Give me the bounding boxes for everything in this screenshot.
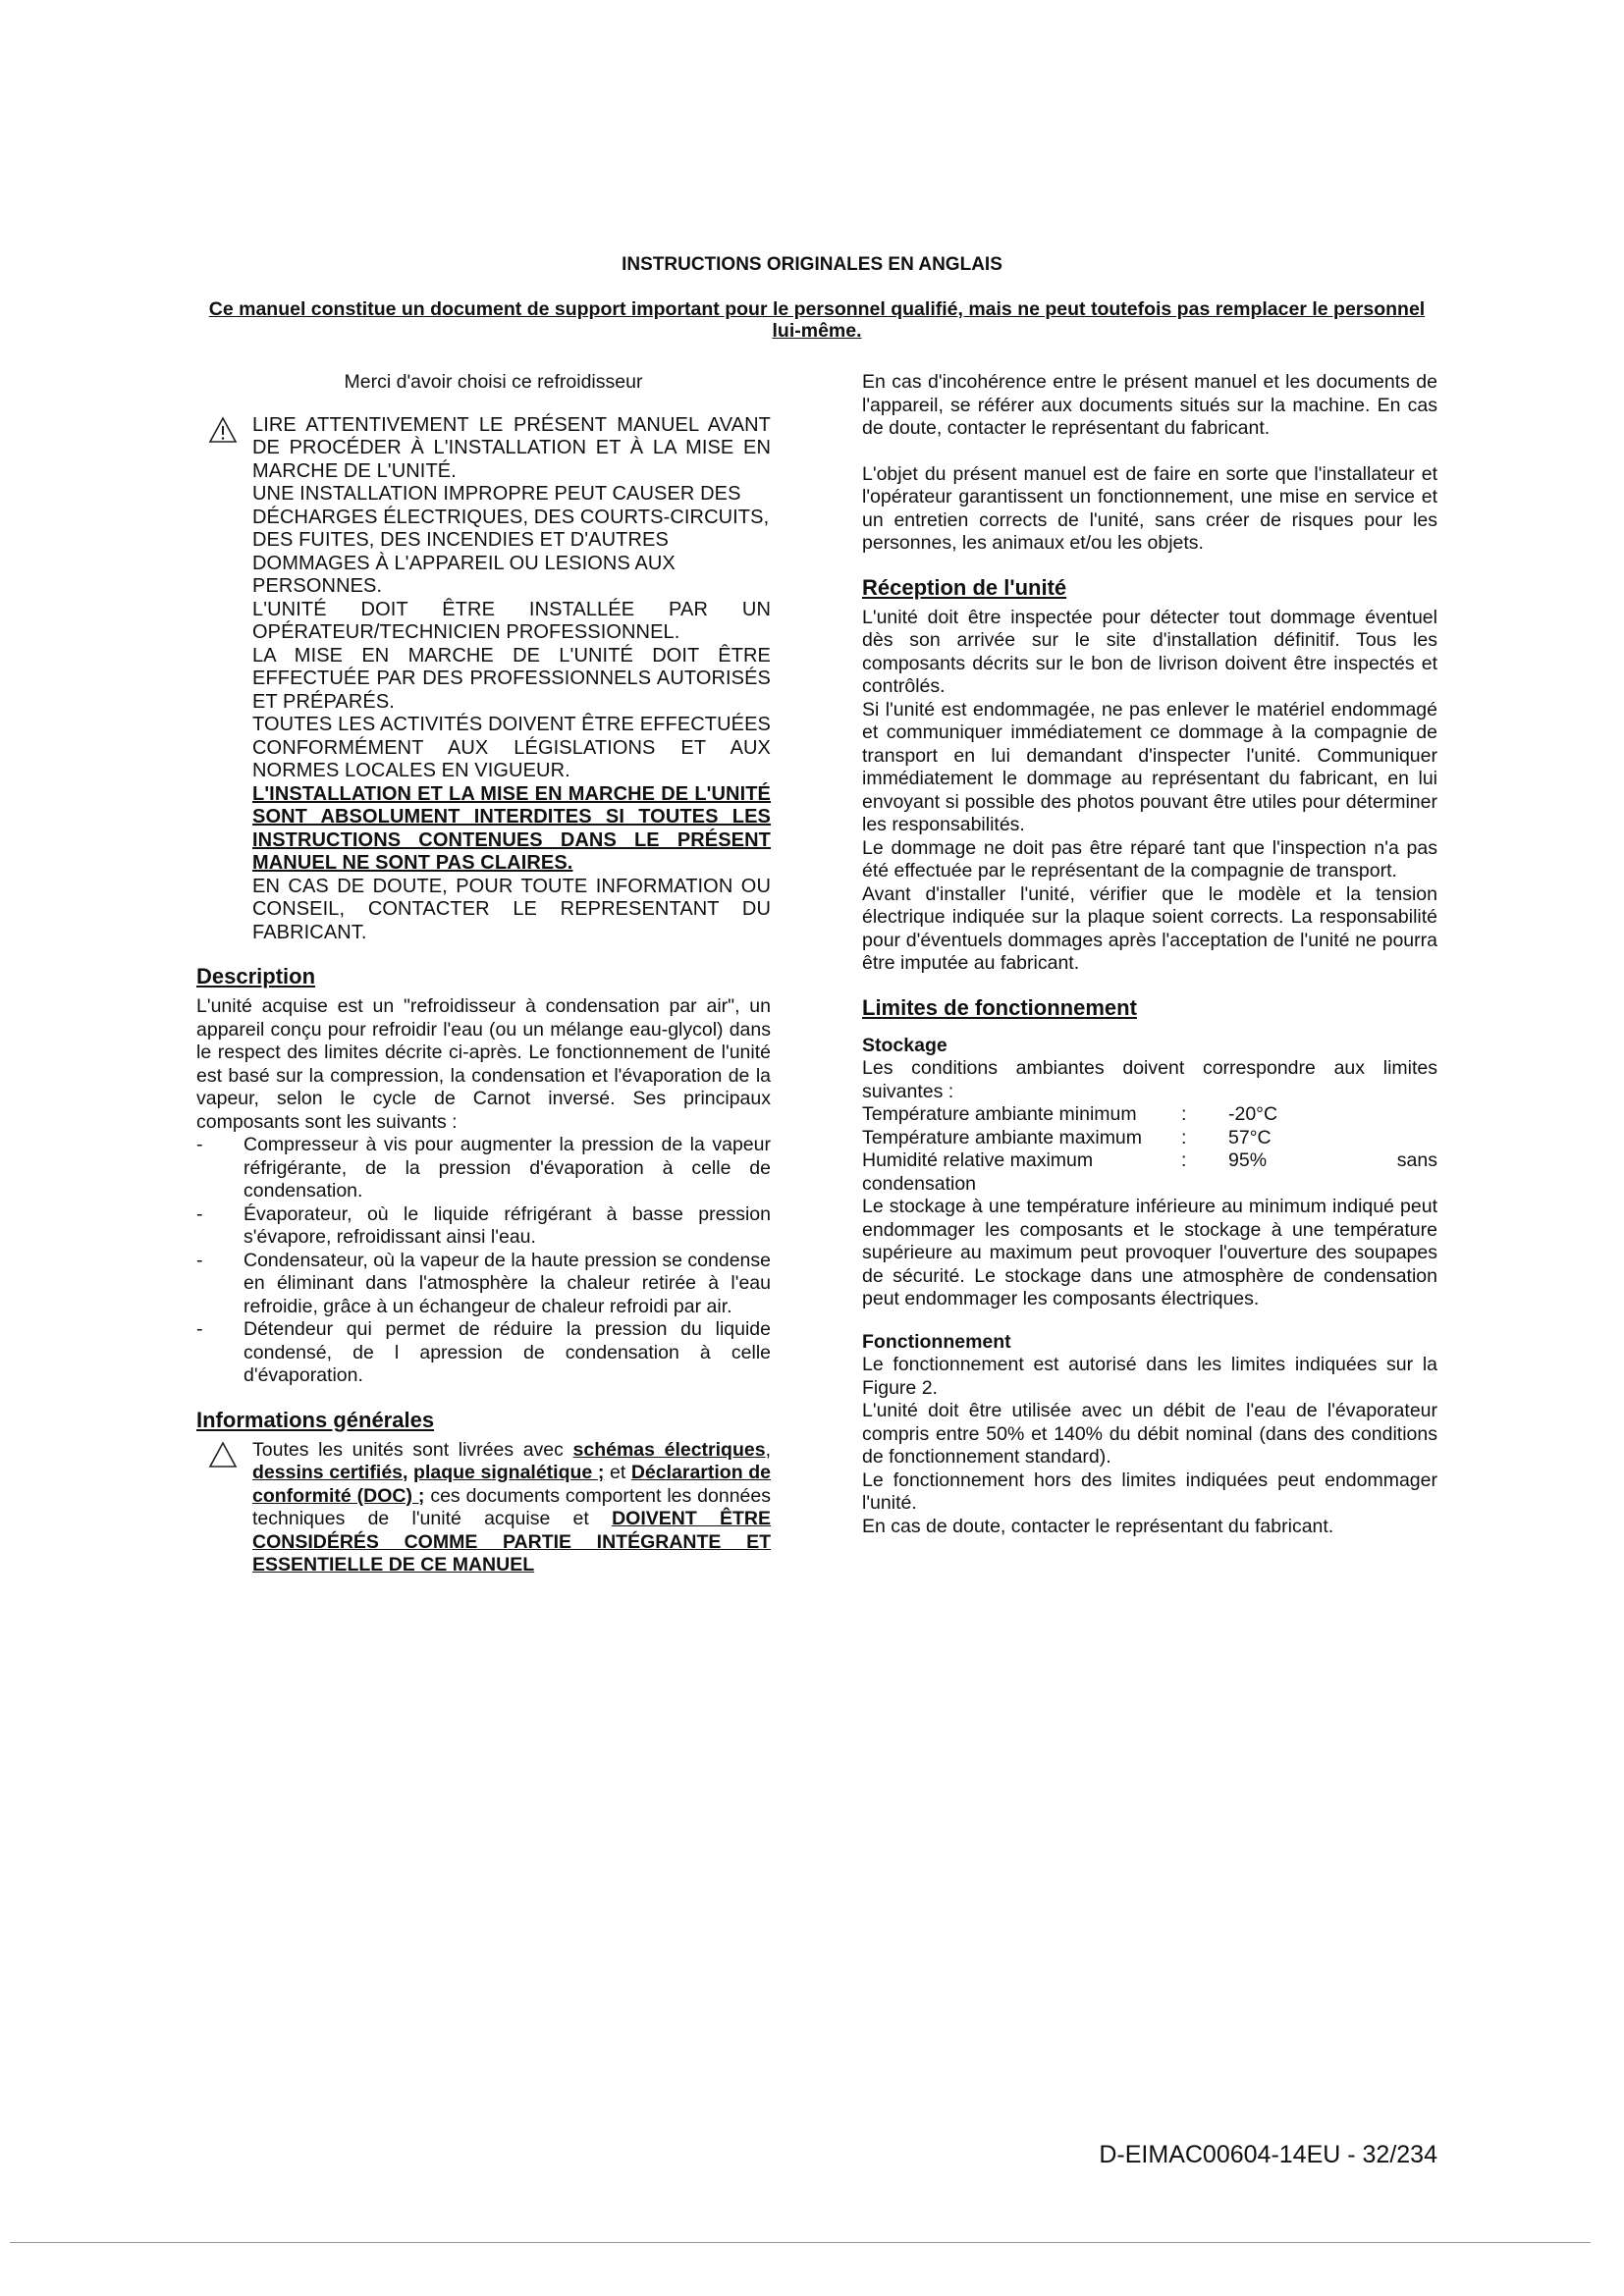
warning-paragraph: LIRE ATTENTIVEMENT LE PRÉSENT MANUEL AVANT DE PROCÉDER À L'INSTALLATION ET À LA MISE EN MARCHE DE L'UNITÉ. <box>252 413 771 482</box>
operation-paragraph: Le fonctionnement est autorisé dans les limites indiquées sur la Figure 2. <box>862 1354 1437 1399</box>
component-text: Condensateur, où la vapeur de la haute pression se condense en éliminant dans l'atmosphère la chaleur retirée à l'eau refroidie, grâce à un échangeur de chaleur refroidi par air. <box>244 1249 771 1317</box>
operation-paragraph: L'unité doit être utilisée avec un débit de l'eau de l'évaporateur compris entre 50% et 140% du débit nominal (dans des conditions de fonctionnement standard). <box>862 1400 1437 1468</box>
component-text: Évaporateur, où le liquide réfrigérant à basse pression s'évapore, refroidissant ainsi l'eau. <box>244 1202 771 1248</box>
limit-label: Humidité relative maximum <box>862 1149 1094 1171</box>
description-intro: L'unité acquise est un "refroidisseur à condensation par air", un appareil conçu pour refroidir l'eau (ou un mélange eau-glycol) dans le respect des limites décrite ci-après. Le fonctionnement de l'unité est basé sur la compression, la condensation et l'évaporation de la vapeur, selon le cycle de Carnot inversé. Ses principaux composants sont les suivants : <box>196 995 771 1133</box>
list-item <box>196 1250 771 1319</box>
safety-warning <box>196 414 771 945</box>
text-run-bold: schémas électriques <box>572 1438 766 1461</box>
dash-marker: - <box>196 1318 203 1340</box>
operation-heading: Fonctionnement <box>862 1330 1011 1353</box>
limit-value: 95% <box>1228 1149 1268 1171</box>
limit-separator: : <box>1181 1149 1187 1171</box>
document-subtitle: Ce manuel constitue un document de support important pour le personnel qualifié, mais ne peut toutefois pas remplacer le personnel lui-même. <box>208 298 1426 342</box>
reception-paragraph: Si l'unité est endommagée, ne pas enlever le matériel endommagé et communiquer immédiatement ce dommage à la compagnie de transport en lui demandant d'inspecter l'unité. Communiquer immédiatement le dommage au représentant du fabricant, en lui envoyant si possible des photos pouvant être utiles pour déterminer les responsabilités. <box>862 698 1437 835</box>
reception-paragraph: Avant d'installer l'unité, vérifier que le modèle et la tension électrique indiquée sur la plaque soient corrects. La responsabilité pour d'éventuels dommages après l'acceptation de l'unité ne pourra être imputée au fabricant. <box>862 882 1437 974</box>
limit-label: Température ambiante minimum <box>862 1103 1137 1125</box>
dash-marker: - <box>196 1134 203 1155</box>
list-item <box>196 1318 771 1388</box>
reception-paragraph: Le dommage ne doit pas être réparé tant que l'inspection n'a pas été effectuée par le représentant de la compagnie de transport. <box>862 836 1437 881</box>
limit-value: 57°C <box>1228 1126 1272 1148</box>
limit-value: -20°C <box>1228 1103 1278 1125</box>
text-run: et <box>604 1462 631 1483</box>
spacer <box>862 441 1437 463</box>
reception-paragraph: L'unité doit être inspectée pour détecter tout dommage éventuel dès son arrivée sur le site d'installation définitif. Tous les composants décrits sur le bon de livrison doivent être inspectés et contrôlés. <box>862 606 1437 697</box>
storage-intro: Les conditions ambiantes doivent correspondre aux limites suivantes : <box>862 1057 1437 1102</box>
operation-paragraph: En cas de doute, contacter le représentant du fabricant. <box>862 1515 1334 1537</box>
table-row <box>862 1127 1437 1150</box>
component-text: Détendeur qui permet de réduire la pression du liquide condensé, de l apression de condensation à celle d'évaporation. <box>244 1318 771 1386</box>
list-item <box>196 1203 771 1250</box>
limit-extra: sans <box>1396 1149 1437 1171</box>
dash-marker: - <box>196 1249 203 1271</box>
reception-heading: Réception de l'unité <box>862 574 1067 600</box>
left-column <box>196 371 771 1577</box>
general-info-text <box>252 1439 771 1577</box>
table-row <box>862 1149 1437 1173</box>
text-run-bold: plaque signalétique ; <box>413 1462 605 1483</box>
warning-paragraph: TOUTES LES ACTIVITÉS DOIVENT ÊTRE EFFECTUÉES CONFORMÉMENT AUX LÉGISLATIONS ET AUX NORMES LOCALES EN VIGUEUR. <box>252 714 771 781</box>
limit-separator: : <box>1181 1103 1187 1125</box>
limit-label: Température ambiante maximum <box>862 1126 1143 1148</box>
warning-bold-paragraph: L'INSTALLATION ET LA MISE EN MARCHE DE L'UNITÉ SONT ABSOLUMENT INTERDITES SI TOUTES LES INSTRUCTIONS CONTENUES DANS LE PRÉSENT MANUEL NE SONT PAS CLAIRES. <box>252 782 771 874</box>
general-info-heading: Informations générales <box>196 1407 435 1432</box>
document-title: INSTRUCTIONS ORIGINALES EN ANGLAIS <box>622 254 1002 275</box>
text-run: ces documents comportent les données techniques de l'unité acquise et <box>252 1484 771 1529</box>
warning-triangle-icon <box>208 416 238 444</box>
operation-paragraph: Le fonctionnement hors des limites indiquées peut endommager l'unité. <box>862 1468 1437 1514</box>
text-run: , <box>765 1438 771 1461</box>
storage-heading: Stockage <box>862 1034 947 1056</box>
caution-triangle-icon <box>208 1441 238 1468</box>
limit-extra <box>1343 1127 1437 1150</box>
component-text: Compresseur à vis pour augmenter la pression de la vapeur réfrigérante, de la pression d'évaporation à celle de condensation. <box>244 1134 771 1201</box>
text-run-bold: dessins certifiés, <box>252 1462 408 1483</box>
footer-divider <box>10 2242 1591 2243</box>
text-run-bold: Déclarartion de conformité (DOC) ; <box>252 1462 771 1507</box>
dash-marker: - <box>196 1202 203 1225</box>
storage-text: Le stockage à une température inférieure au minimum indiqué peut endommager les composants et le stockage à une température supérieure au maximum peut provoquer l'ouverture des soupapes de sécurité. Le stockage dans une atmosphère de condensation peut endommager les composants électriques. <box>862 1196 1437 1309</box>
component-list <box>196 1134 771 1388</box>
warning-paragraph: LA MISE EN MARCHE DE L'UNITÉ DOIT ÊTRE EFFECTUÉE PAR DES PROFESSIONNELS AUTORISÉS ET PRÉPARÉS. <box>252 644 771 713</box>
warning-paragraph: UNE INSTALLATION IMPROPRE PEUT CAUSER DES DÉCHARGES ÉLECTRIQUES, DES COURTS-CIRCUITS, DES FUITES, DES INCENDIES ET D'AUTRES DOMMAGES À L'APPAREIL OU LESIONS AUX PERSONNES. <box>252 483 770 597</box>
table-row <box>862 1103 1437 1127</box>
right-column <box>862 371 1437 1538</box>
list-item <box>196 1134 771 1203</box>
text-run-bold: DOIVENT ÊTRE CONSIDÉRÉS COMME PARTIE INTÉGRANTE ET ESSENTIELLE DE CE MANUEL <box>252 1508 771 1575</box>
warning-paragraph: L'UNITÉ DOIT ÊTRE INSTALLÉE PAR UN OPÉRATEUR/TECHNICIEN PROFESSIONNEL. <box>252 598 771 643</box>
limits-heading: Limites de fonctionnement <box>862 994 1137 1020</box>
document-code-page-number: D-EIMAC00604-14EU - 32/234 <box>1099 2141 1437 2168</box>
purpose-paragraph: L'objet du présent manuel est de faire en sorte que l'installateur et l'opérateur garantissent un fonctionnement, une mise en service et un entretien corrects de l'unité, sans créer de risques pour les personnes, les animaux et/ou les objets. <box>862 462 1437 554</box>
text-run: Toutes les unités sont livrées avec <box>252 1438 573 1461</box>
storage-after: condensation <box>862 1172 977 1195</box>
warning-paragraph: EN CAS DE DOUTE, POUR TOUTE INFORMATION OU CONSEIL, CONTACTER LE REPRESENTANT DU FABRICANT. <box>252 875 771 943</box>
description-heading: Description <box>196 964 316 988</box>
storage-limits-table <box>862 1103 1437 1173</box>
limit-separator: : <box>1181 1126 1187 1148</box>
limit-extra <box>1343 1103 1437 1127</box>
general-info-block <box>196 1439 771 1577</box>
thanks-line: Merci d'avoir choisi ce refroidisseur <box>344 371 643 393</box>
incoherence-paragraph: En cas d'incohérence entre le présent manuel et les documents de l'appareil, se référer aux documents situés sur la machine. En cas de doute, contacter le représentant du fabricant. <box>862 371 1437 439</box>
